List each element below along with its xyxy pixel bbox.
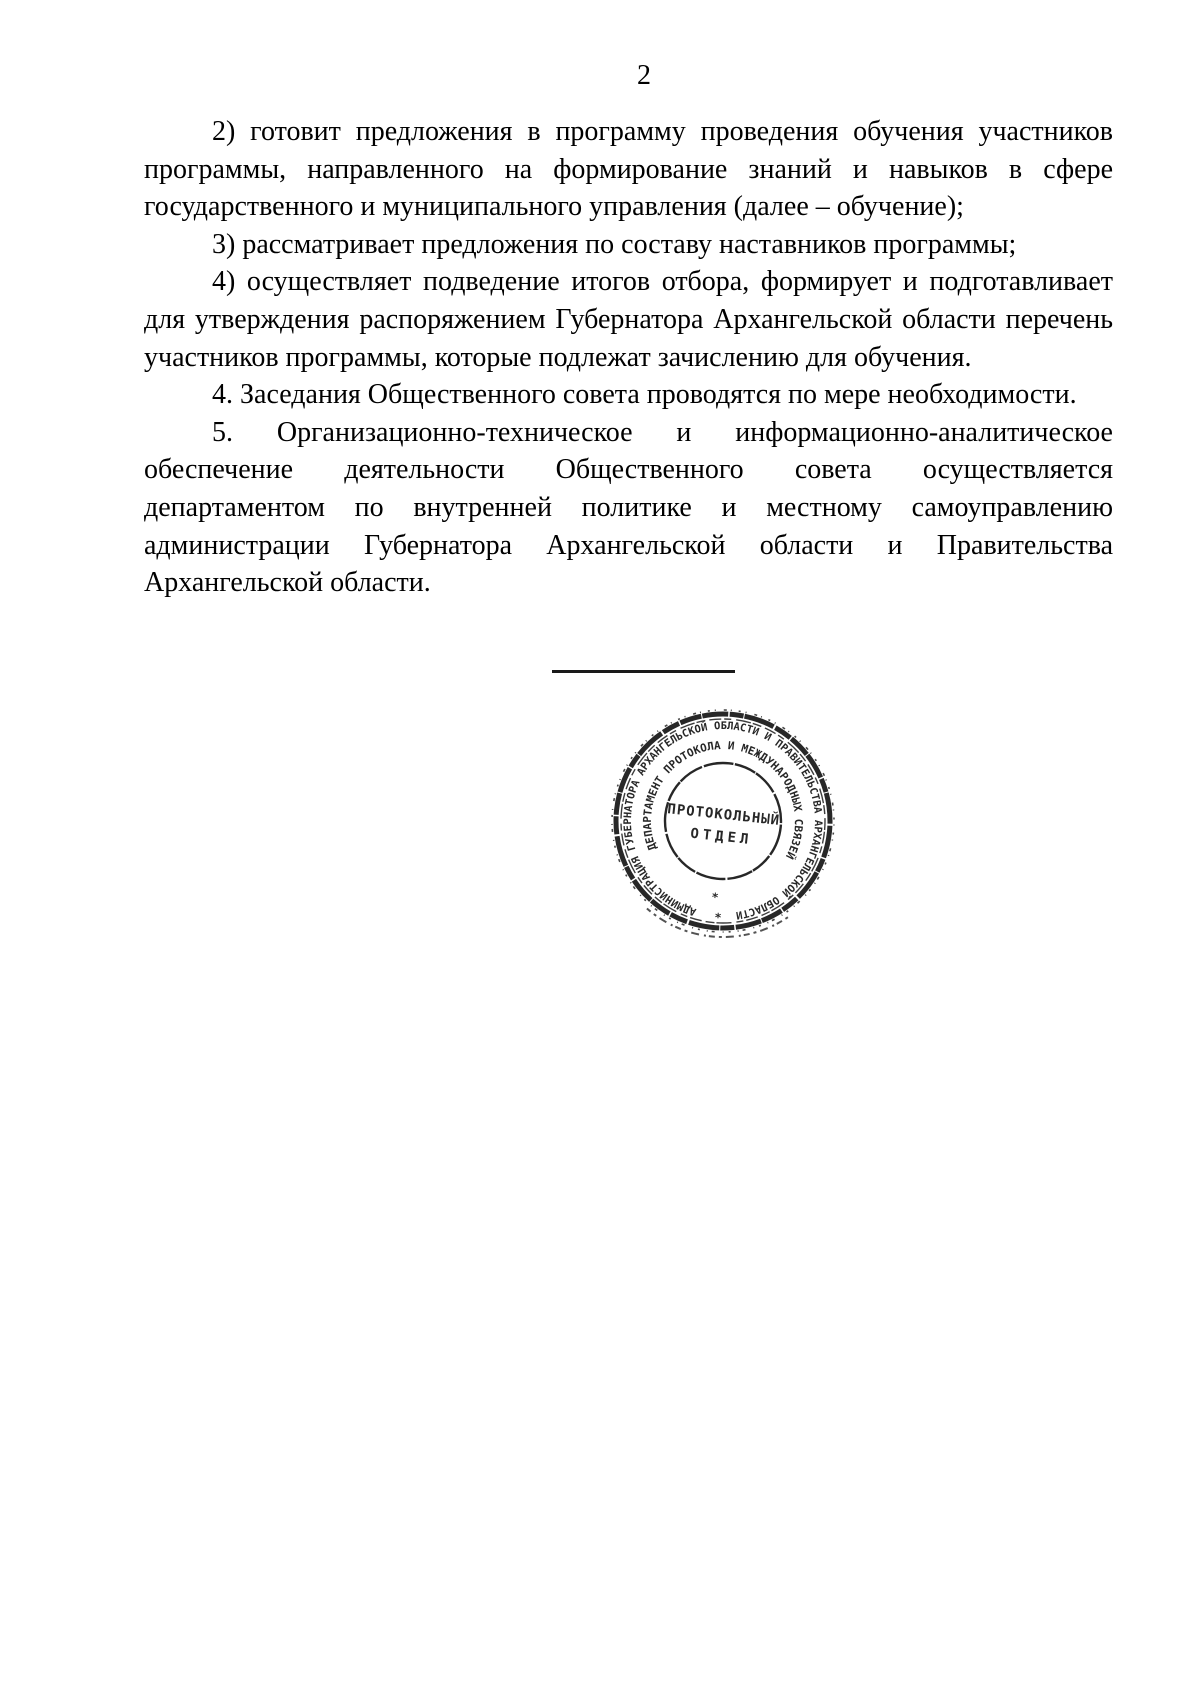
protocol-department-stamp	[598, 696, 848, 946]
stamp-separator-outer: *	[714, 906, 723, 921]
text-line: департаментом по внутренней политике и местному самоуправлению	[144, 491, 1113, 523]
stamp-inner-ring-text: ДЕПАРТАМЕНТ ПРОТОКОЛА И МЕЖДУНАРОДНЫХ СВЯЗЕЙ	[640, 738, 806, 862]
stamp-separator-inner: *	[711, 885, 720, 901]
signature-divider	[552, 670, 735, 673]
document-body	[144, 113, 1113, 602]
text-line: участников программы, которые подлежат зачислению для обучения.	[144, 341, 972, 373]
stamp-center-line2: ОТДЕЛ	[689, 825, 754, 849]
text-line: 3) рассматривает предложения по составу наставников программы;	[212, 228, 1017, 260]
text-line: 5. Организационно-техническое и информационно-аналитическое	[212, 416, 1113, 448]
text-line: Архангельской области.	[144, 567, 431, 599]
text-line: для утверждения распоряжением Губернатора Архангельской области перечень	[144, 303, 1113, 335]
text-line: администрации Губернатора Архангельской области и Правительства	[144, 529, 1113, 561]
text-line: обеспечение деятельности Общественного совета осуществляется	[144, 454, 1113, 486]
text-line: 2) готовит предложения в программу проведения обучения участников	[212, 116, 1113, 147]
text-line: 4. Заседания Общественного совета проводятся по мере необходимости.	[212, 379, 1077, 411]
stamp-body	[600, 699, 845, 946]
stamp-center-line1: ПРОТОКОЛЬНЫЙ	[666, 801, 781, 829]
stamp-outer-ring-text: АДМИНИСТРАЦИЯ ГУБЕРНАТОРА АРХАНГЕЛЬСКОЙ ОБЛАСТИ И ПРАВИТЕЛЬСТВА АРХАНГЕЛЬСКОЙ ОБЛАСТИ	[621, 719, 825, 922]
text-line: 4) осуществляет подведение итогов отбора, формирует и подготавливает	[212, 266, 1113, 298]
text-line: программы, направленного на формирование знаний и навыков в сфере	[144, 153, 1113, 185]
page-number: 2	[637, 60, 651, 91]
text-line: государственного и муниципального управления (далее – обучение);	[144, 191, 964, 223]
